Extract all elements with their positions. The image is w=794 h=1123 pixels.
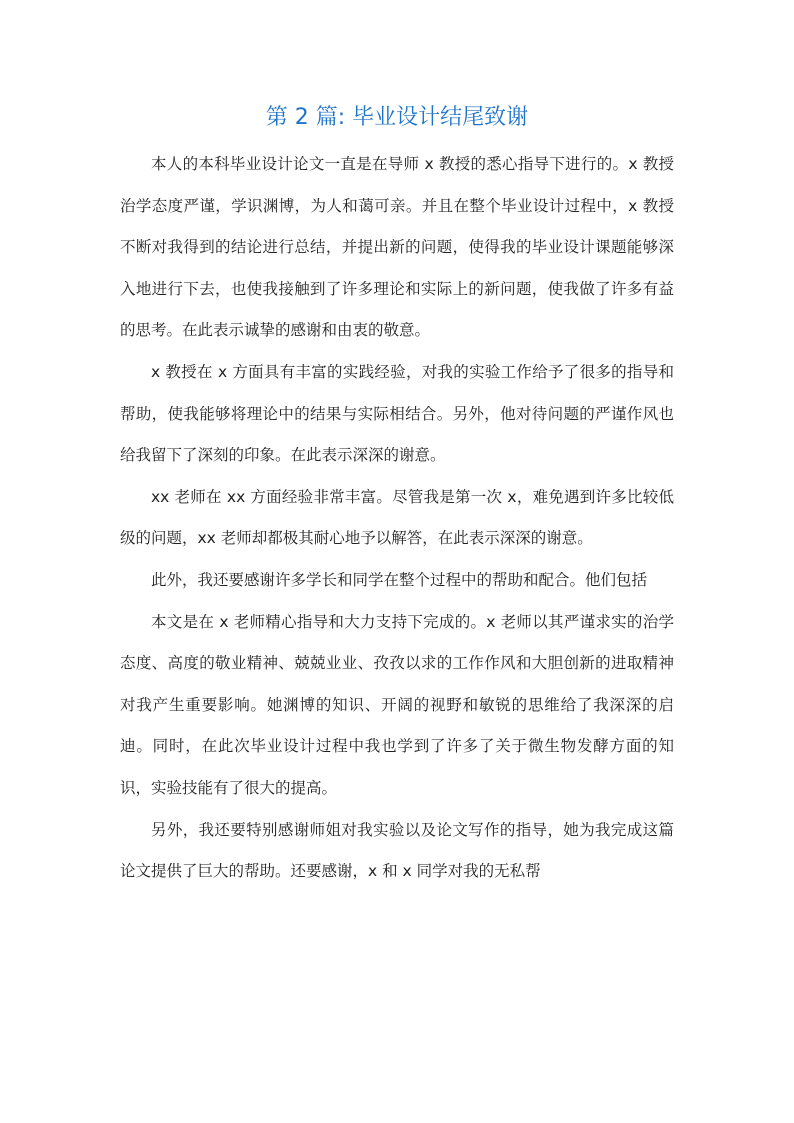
paragraph-3: xx 老师在 xx 方面经验非常丰富。尽管我是第一次 x，难免遇到许多比较低级的问题，xx 老师却都极其耐心地予以解答，在此表示深深的谢意。 — [120, 487, 674, 548]
paragraph-2: x 教授在 x 方面具有丰富的实践经验，对我的实验工作给予了很多的指导和帮助，使我能够将理论中的结果与实际相结合。另外，他对待问题的严谨作风也给我留下了深刻的印象。在此表示深深的谢意。 — [120, 362, 674, 465]
paragraph-5: 本文是在 x 老师精心指导和大力支持下完成的。x 老师以其严谨求实的治学态度、高度的敬业精神、兢兢业业、孜孜以求的工作作风和大胆创新的进取精神对我产生重要影响。她渊博的知识、开阔的视野和敏锐的思维给了我深深的启迪。同时，在此次毕业设计过程中我也学到了许多了关于微生物发酵方面的知识，实验技能有了很大的提高。 — [120, 612, 674, 797]
paragraph-1: 本人的本科毕业设计论文一直是在导师 x 教授的悉心指导下进行的。x 教授治学态度严谨，学识渊博，为人和蔼可亲。并且在整个毕业设计过程中，x 教授不断对我得到的结论进行总结，并提出新的问题，使得我的毕业设计课题能够深入地进行下去，也使我接触到了许多理论和实际上的新问题，使我做了许多有益的思考。在此表示诚挚的感谢和由衷的敬意。 — [120, 155, 674, 340]
paragraph-6: 另外，我还要特别感谢师姐对我实验以及论文写作的指导，她为我完成这篇论文提供了巨大的帮助。还要感谢，x 和 x 同学对我的无私帮 — [120, 820, 674, 881]
document-body — [120, 144, 674, 893]
paragraph-4: 此外，我还要感谢许多学长和同学在整个过程中的帮助和配合。他们包括 — [151, 570, 648, 589]
document-title: 第 2 篇: 毕业设计结尾致谢 — [265, 105, 529, 130]
